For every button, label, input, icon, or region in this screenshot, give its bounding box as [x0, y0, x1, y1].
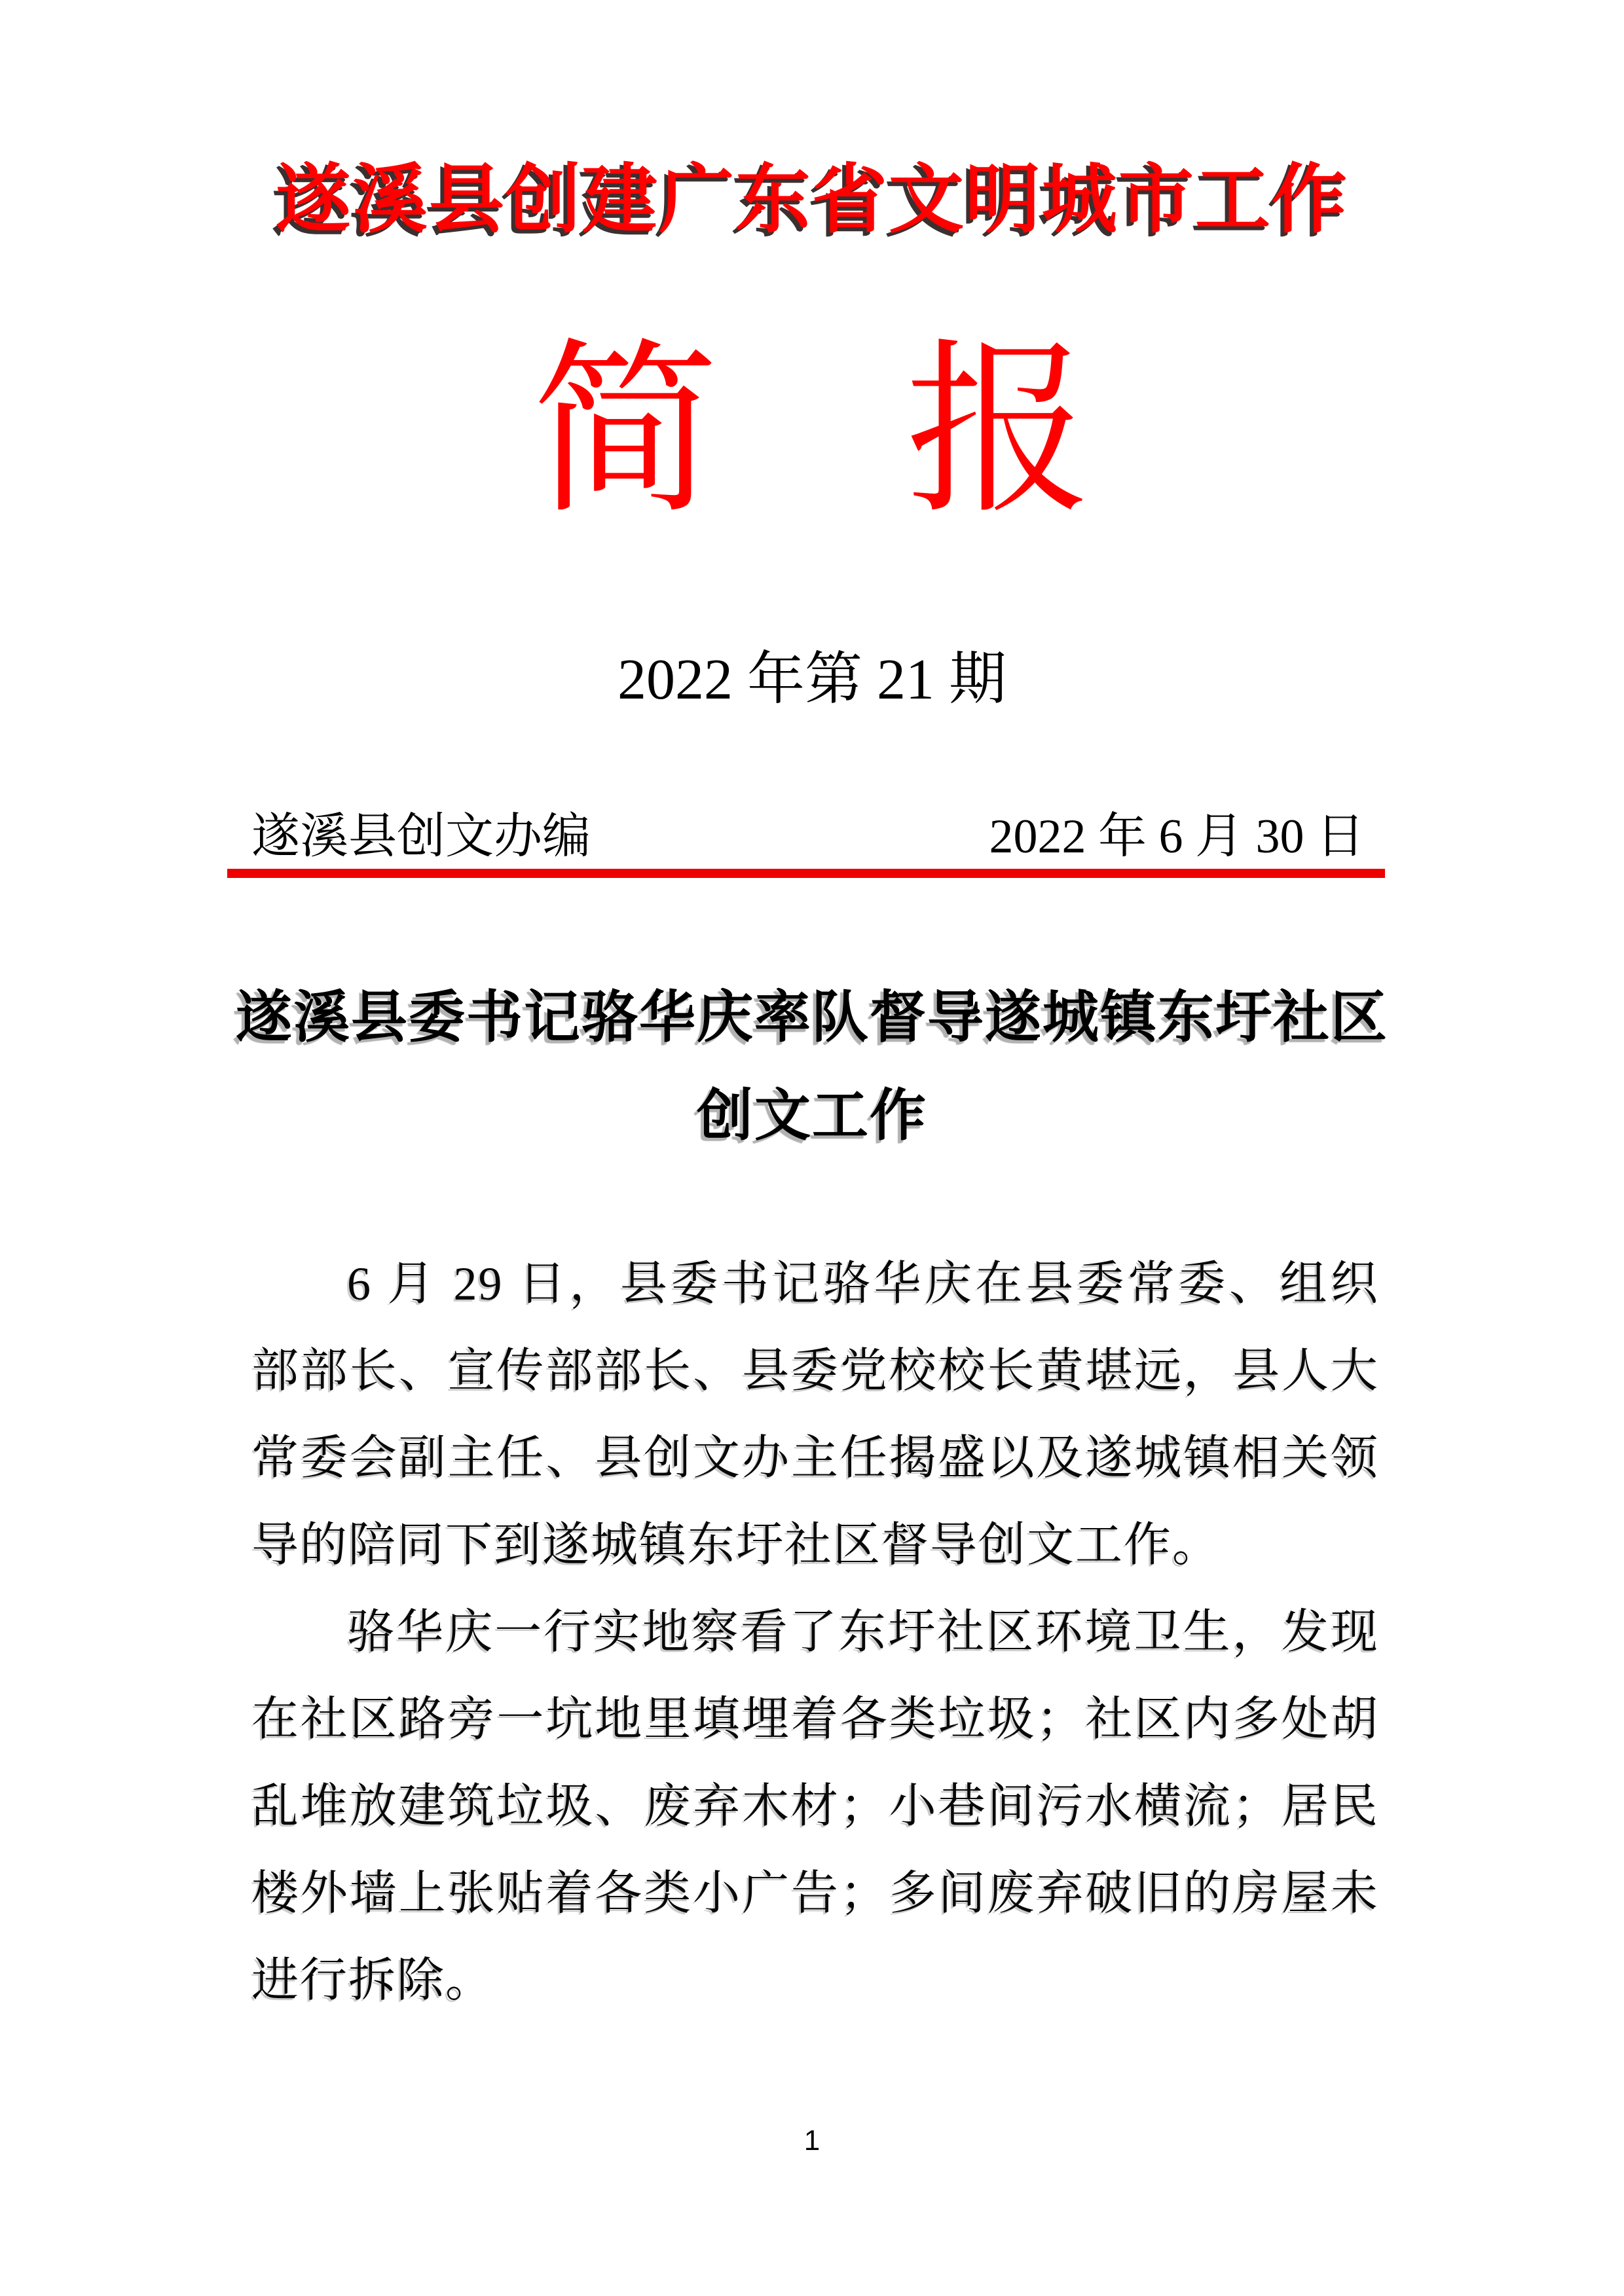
masthead-title: 遂溪县创建广东省文明城市工作	[275, 158, 1348, 242]
red-divider-rule	[227, 869, 1385, 878]
bulletin-banner-word: 简 报	[532, 329, 1092, 536]
article-title: 遂溪县委书记骆华庆率队督导遂城镇东圩社区创文工作	[236, 986, 1388, 1147]
publish-date: 2022 年 6 月 30 日	[989, 810, 1365, 864]
article-paragraph-2: 骆华庆一行实地察看了东圩社区环境卫生，发现在社区路旁一坑地里填埋着各类垃圾；社区内多处胡乱堆放建筑垃圾、废弃木材；小巷间污水横流；居民楼外墙上张贴着各类小广告；多间废弃破旧的房屋未进行拆除。	[251, 1606, 1379, 2007]
editor-credit: 遂溪县创文办编	[251, 810, 591, 864]
issue-number: 2022 年第 21 期	[617, 648, 1006, 712]
article-paragraph-1: 6 月 29 日，县委书记骆华庆在县委常委、组织部部长、宣传部部长、县委党校校长黄堪远，县人大常委会副主任、县创文办主任揭盛以及遂城镇相关领导的陪同下到遂城镇东圩社区督导创文工作。	[251, 1258, 1379, 1571]
editor-date-row	[0, 810, 1624, 864]
article-body	[0, 1241, 1624, 2024]
page-number: 1	[803, 2124, 821, 2157]
